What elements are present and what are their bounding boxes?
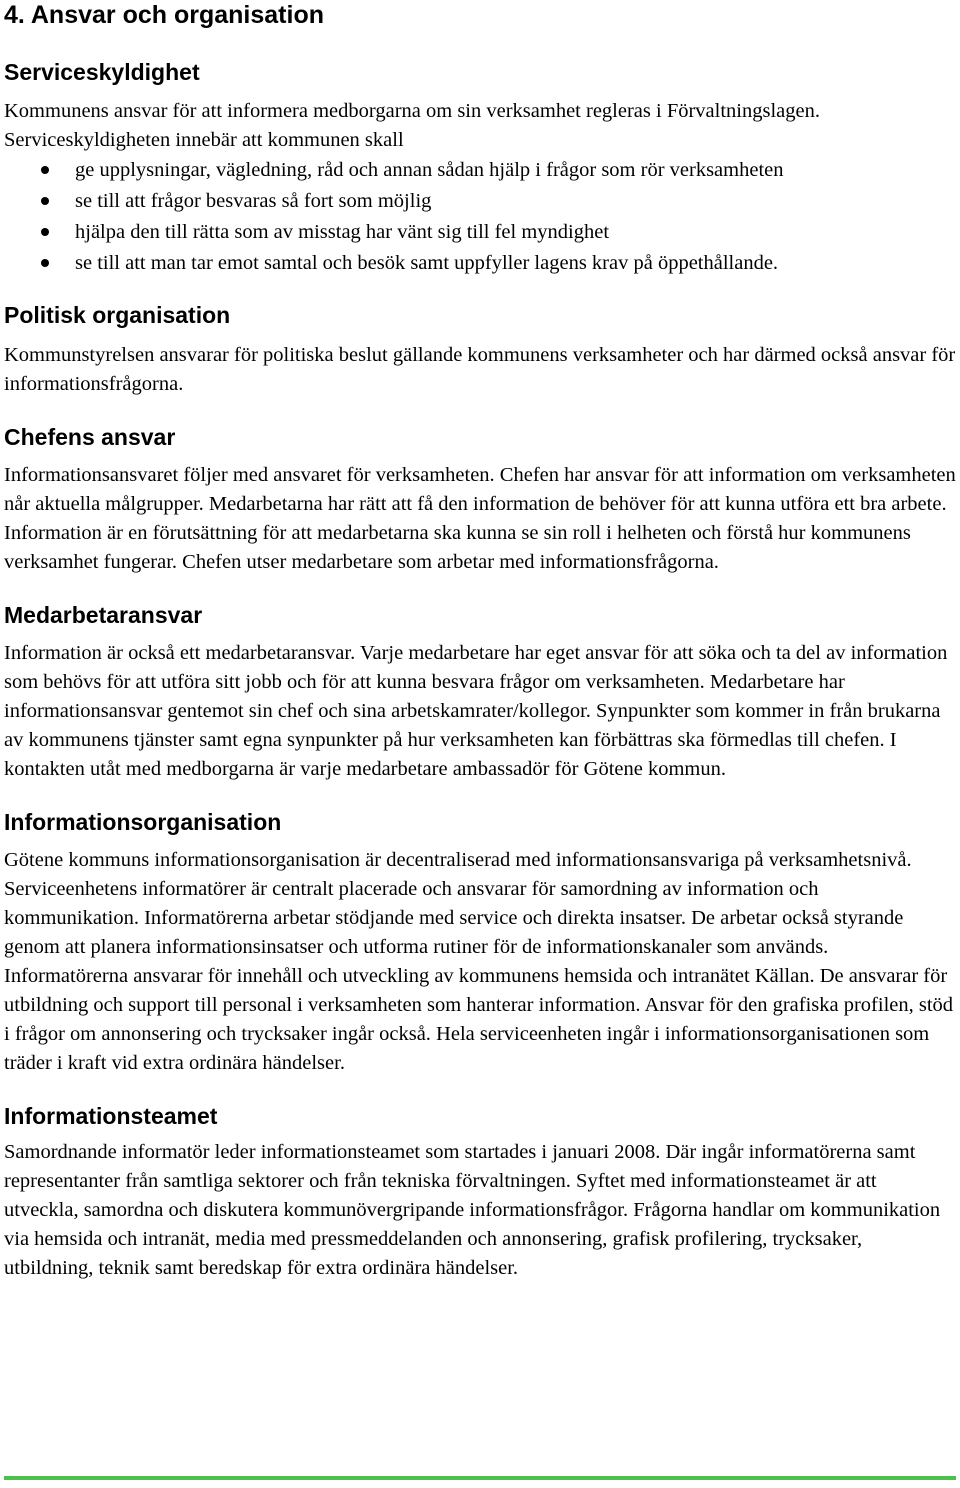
bullet-list (4, 155, 956, 279)
list-item: se till att man tar emot samtal och besök samt uppfyller lagens krav på öppethållande. (4, 248, 956, 279)
list-item: ge upplysningar, vägledning, råd och annan sådan hjälp i frågor som rör verksamheten (4, 155, 956, 186)
section-heading-informationsteamet: Informationsteamet (4, 1103, 218, 1129)
section-paragraph: Kommunens ansvar för att informera medborgarna om sin verksamhet regleras i Förvaltningslagen. Serviceskyldigheten innebär att kommunen skall (4, 100, 820, 151)
bullet-icon (41, 259, 49, 267)
section-paragraph: Götene kommuns informationsorganisation är decentraliserad med informationsansvariga på verksamhetsnivå. Serviceenhetens informatörer är centralt placerade och ansvarar för samordning av information och kommunikation. Informatörerna arbetar stödjande med service och direkta insatser. De arbetar också styrande genom att planera informationsinsatser och utforma rutiner för de informationskanaler som används. Informatörerna ansvarar för innehåll och utveckling av kommunens hemsida och intranätet Källan. De ansvarar för utbildning och support till personal i verksamheten som hanterar information. Ansvar för den grafiska profilen, stöd i frågor om annonsering och trycksaker ingår också. Hela serviceenheten ingår i informationsorganisationen som träder i kraft vid extra ordinära händelser. (4, 849, 954, 1074)
section-heading-serviceskyldighet: Serviceskyldighet (4, 59, 200, 85)
bullet-icon (41, 228, 49, 236)
section-paragraph: Kommunstyrelsen ansvarar för politiska beslut gällande kommunens verksamheter och har därmed också ansvar för informationsfrågorna. (4, 344, 956, 395)
list-item: se till att frågor besvaras så fort som möjlig (4, 186, 956, 217)
section-heading-chefens-ansvar: Chefens ansvar (4, 424, 176, 450)
section-paragraph: Samordnande informatör leder informationsteamet som startades i januari 2008. Där ingår informatörerna samt representanter från samtliga sektorer och från tekniska förvaltningen. Syftet med informationsteamet är att utveckla, samordna och diskutera kommunövergripande informationsfrågor. Frågorna handlar om kommunikation via hemsida och intranät, media med pressmeddelanden och annonsering, grafisk profilering, trycksaker, utbildning, teknik samt beredskap för extra ordinära händelser. (4, 1141, 941, 1279)
section-paragraph: Informationsansvaret följer med ansvaret för verksamheten. Chefen har ansvar för att information om verksamheten når aktuella målgrupper. Medarbetarna har rätt att få den information de behöver för att kunna utföra ett bra arbete. Information är en förutsättning för att medarbetarna ska kunna se sin roll i helheten och förstå hur kommunens verksamhet fungerar. Chefen utser medarbetare som arbetar med informationsfrågorna. (4, 464, 956, 573)
bullet-icon (41, 166, 49, 174)
section-heading-medarbetaransvar: Medarbetaransvar (4, 602, 203, 628)
document-page (4, 0, 956, 1283)
page-title: 4. Ansvar och organisation (4, 1, 324, 29)
section-paragraph: Information är också ett medarbetaransvar. Varje medarbetare har eget ansvar för att söka och ta del av information som behövs för att utföra sitt jobb och för att kunna besvara frågor om verksamheten. Medarbetare har informationsansvar gentemot sin chef och sina arbetskamrater/kollegor. Synpunkter som kommer in från brukarna av kommunens tjänster samt egna synpunkter på hur verksamheten kan förbättras ska förmedlas till chefen. I kontakten utåt med medborgarna är varje medarbetare ambassadör för Götene kommun. (4, 642, 948, 780)
list-item: hjälpa den till rätta som av misstag har vänt sig till fel myndighet (4, 217, 956, 248)
bullet-icon (41, 197, 49, 205)
footer-rule (4, 1476, 956, 1480)
section-heading-politisk-organisation: Politisk organisation (4, 302, 231, 328)
section-heading-informationsorganisation: Informationsorganisation (4, 809, 282, 835)
